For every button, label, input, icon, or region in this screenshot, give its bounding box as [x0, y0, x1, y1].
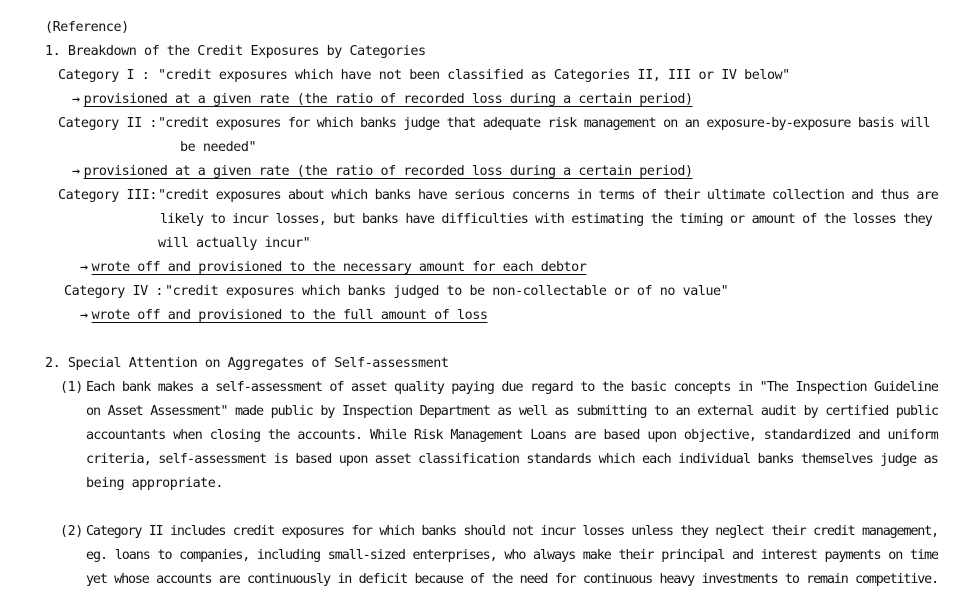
category-2-treatment-text: provisioned at a given rate (the ratio of recorded loss during a certain period) — [83, 164, 693, 179]
section-2-heading: 2. Special Attention on Aggregates of Self-assessment — [45, 356, 449, 371]
paragraph-2-line-3: yet whose accounts are continuously in deficit because of the need for continuous heavy investments to remain competitive. — [86, 572, 938, 587]
category-3-treatment — [80, 256, 586, 280]
paragraph-1-line-2: on Asset Assessment" made public by Inspection Department as well as submitting to an external audit by certified public — [86, 404, 938, 419]
category-4-description: "credit exposures which banks judged to be non-collectable or of no value" — [165, 284, 729, 299]
category-1-treatment-text: provisioned at a given rate (the ratio of recorded loss during a certain period) — [83, 92, 693, 107]
paragraph-2-number: (2) — [60, 524, 83, 539]
arrow-right-icon: → — [72, 164, 80, 179]
category-2-description-line-1: "credit exposures for which banks judge that adequate risk management on an exposure-by-exposure basis will — [158, 116, 930, 131]
category-1-description: "credit exposures which have not been classified as Categories II, III or IV below" — [158, 68, 790, 83]
arrow-right-icon: → — [80, 308, 88, 323]
category-1-treatment — [72, 88, 693, 112]
category-4-label: Category IV : — [64, 284, 163, 299]
category-2-description-line-2: be needed" — [180, 140, 257, 155]
category-1-label: Category I : — [58, 68, 150, 83]
paragraph-2-line-1: Category II includes credit exposures for which banks should not incur losses unless they neglect their credit management, — [86, 524, 938, 539]
category-4-treatment — [80, 304, 487, 328]
category-3-description-line-3: will actually incur" — [158, 236, 311, 251]
paragraph-1-line-3: accountants when closing the accounts. While Risk Management Loans are based upon objective, standardized and uniform — [86, 428, 938, 443]
paragraph-2-line-2: eg. loans to companies, including small-sized enterprises, who always make their principal and interest payments on time — [86, 548, 938, 563]
category-3-description-line-2: likely to incur losses, but banks have difficulties with estimating the timing or amount of the losses they — [160, 212, 932, 227]
paragraph-1-number: (1) — [60, 380, 83, 395]
paragraph-1-line-5: being appropriate. — [86, 476, 224, 491]
paragraph-1-line-1: Each bank makes a self-assessment of asset quality paying due regard to the basic concepts in "The Inspection Guideline — [86, 380, 938, 395]
category-3-description-line-1: "credit exposures about which banks have serious concerns in terms of their ultimate collection and thus are — [158, 188, 938, 203]
reference-label: (Reference) — [45, 20, 129, 35]
arrow-right-icon: → — [72, 92, 80, 107]
category-3-label: Category III: — [58, 188, 157, 203]
category-2-treatment — [72, 160, 693, 184]
category-4-treatment-text: wrote off and provisioned to the full amount of loss — [91, 308, 488, 323]
section-1-heading: 1. Breakdown of the Credit Exposures by Categories — [45, 44, 426, 59]
category-3-treatment-text: wrote off and provisioned to the necessary amount for each debtor — [91, 260, 587, 275]
paragraph-1-line-4: criteria, self-assessment is based upon asset classification standards which each individual banks themselves judge as — [86, 452, 938, 467]
category-2-label: Category II : — [58, 116, 157, 131]
arrow-right-icon: → — [80, 260, 88, 275]
